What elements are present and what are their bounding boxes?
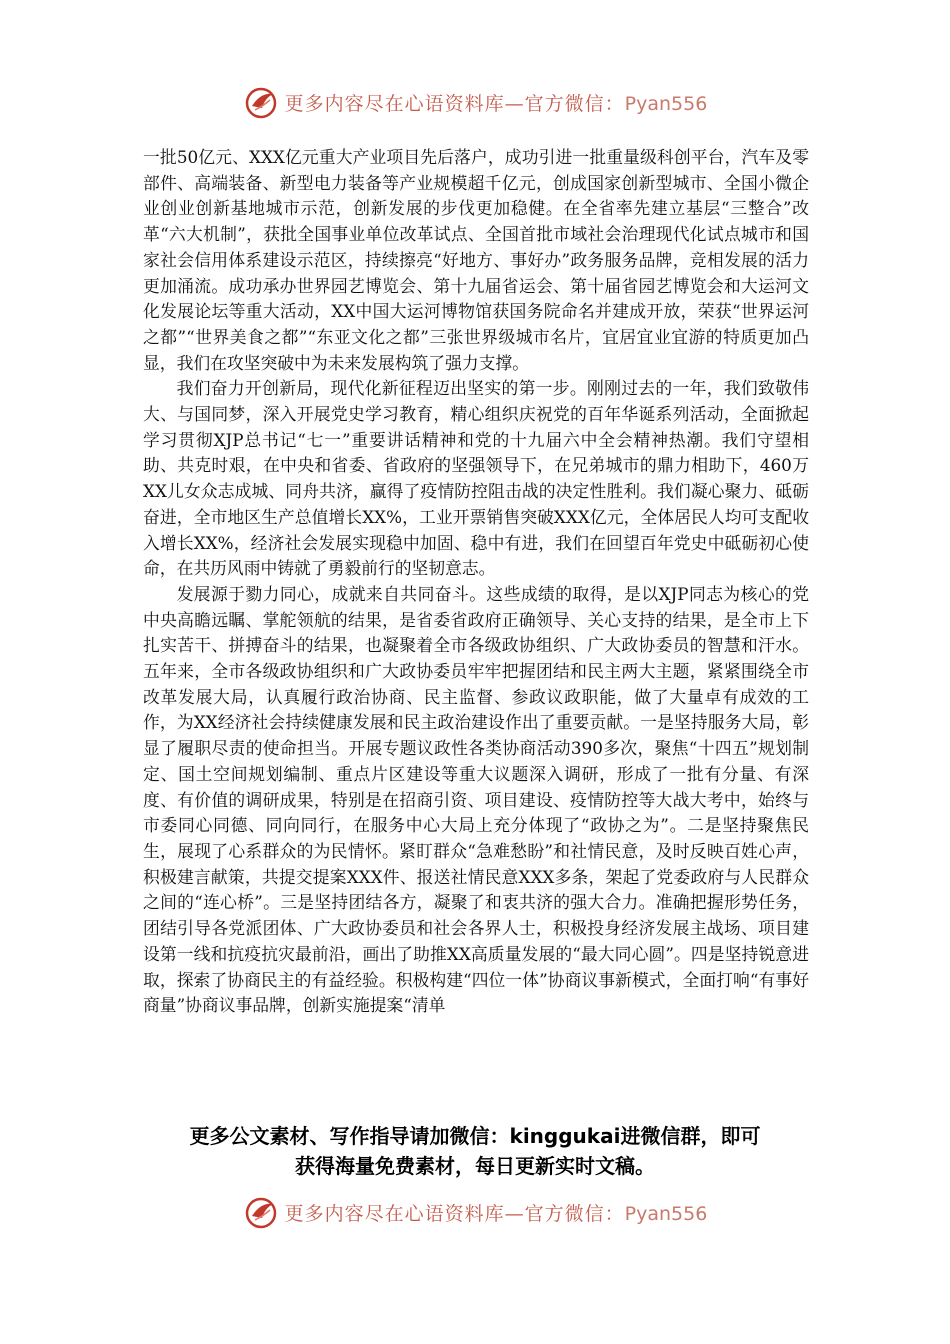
paragraph-1: 一批50亿元、XXX亿元重大产业项目先后落户，成功引进一批重量级科创平台，汽车及零部件、高端装备、新型电力装备等产业规模超千亿元，创成国家创新型城市、全国小微企业创业创新基地城市示范，创新发展的步伐更加稳健。在全省率先建立基层“三整合”改革“六大机制”，获批全国事业单位改革试点、全国首批市域社会治理现代化试点城市和国家社会信用体系建设示范区，持续擦亮“好地方、事好办”政务服务品牌，竞相发展的活力更加涌流。成功承办世界园艺博览会、第十九届省运会、第十届省园艺博览会和大运河文化发展论坛等重大活动，XX中国大运河博物馆获国务院命名并建成开放，荣获“世界运河之都”“世界美食之都”“东亚文化之都”三张世界级城市名片，宜居宜业宜游的特质更加凸显，我们在攻坚突破中为未来发展构筑了强力支撑。 [143,147,809,373]
paragraph-3: 发展源于勠力同心，成就来自共同奋斗。这些成绩的取得，是以XJP同志为核心的党中央高瞻远瞩、掌舵领航的结果，是省委省政府正确领导、关心支持的结果，是全市上下扎实苦干、拼搏奋斗的结果，也凝聚着全市各级政协组织、广大政协委员的智慧和汗水。五年来，全市各级政协组织和广大政协委员牢牢把握团结和民主两大主题，紧紧围绕全市改革发展大局，认真履行政治协商、民主监督、参政议政职能，做了大量卓有成效的工作，为XX经济社会持续健康发展和民主政治建设作出了重要贡献。一是坚持服务大局，彰显了履职尽责的使命担当。开展专题议政性各类协商活动390多次，聚焦“十四五”规划制定、国土空间规划编制、重点片区建设等重大议题深入调研，形成了一批有分量、有深度、有价值的调研成果，特别是在招商引资、项目建设、疫情防控等大战大考中，始终与市委同心同德、同向同行，在服务中心大局上充分体现了“政协之为”。二是坚持聚焦民生，展现了心系群众的为民情怀。紧盯群众“急难愁盼”和社情民意，及时反映百姓心声，积极建言献策，共提交提案XXX件、报送社情民意XXX多条，架起了党委政府与人民群众之间的“连心桥”。三是坚持团结各方，凝聚了和衷共济的强大合力。准确把握形势任务，团结引导各党派团体、广大政协委员和社会各界人士，积极投身经济发展主战场、项目建设第一线和抗疫抗灾最前沿，画出了助推XX高质量发展的“最大同心圆”。四是坚持锐意进取，探索了协商民主的有益经验。积极构建“四位一体”协商议事新模式，全面打响“有事好商量”协商议事品牌，创新实施提案“清单 [143,583,809,1016]
paragraph-2: 我们奋力开创新局，现代化新征程迈出坚实的第一步。刚刚过去的一年，我们致敬伟大、与国同梦，深入开展党史学习教育，精心组织庆祝党的百年华诞系列活动，全面掀起学习贯彻XJP总书记“七一”重要讲话精神和党的十九届六中全会精神热潮。我们守望相助、共克时艰，在中央和省委、省政府的坚强领导下，在兄弟城市的鼎力相助下，460万XX儿女众志成城、同舟共济，赢得了疫情防控阻击战的决定性胜利。我们凝心聚力、砥砺奋进，全市地区生产总值增长XX%，工业开票销售突破XXX亿元，全体居民人均可支配收入增长XX%，经济社会发展实现稳中加固、稳中有进，我们在回望百年党史中砥砺初心使命，在共历风雨中铸就了勇毅前行的坚韧意志。 [143,378,809,579]
header-watermark-text: 更多内容尽在心语资料库—官方微信：Pyan556 [284,92,708,115]
footer-watermark-text: 更多内容尽在心语资料库—官方微信：Pyan556 [284,1202,708,1225]
promo-line-2: 获得海量免费素材，每日更新实时文稿。 [295,1154,655,1178]
xinyu-logo-icon [243,84,279,120]
header-watermark [0,82,950,122]
promo-line-1: 更多公文素材、写作指导请加微信：kinggukai进微信群，即可 [189,1124,761,1148]
promo-notice [120,1121,830,1181]
xinyu-logo-icon [243,1194,279,1230]
footer-watermark [0,1192,950,1232]
document-body [143,145,809,1019]
